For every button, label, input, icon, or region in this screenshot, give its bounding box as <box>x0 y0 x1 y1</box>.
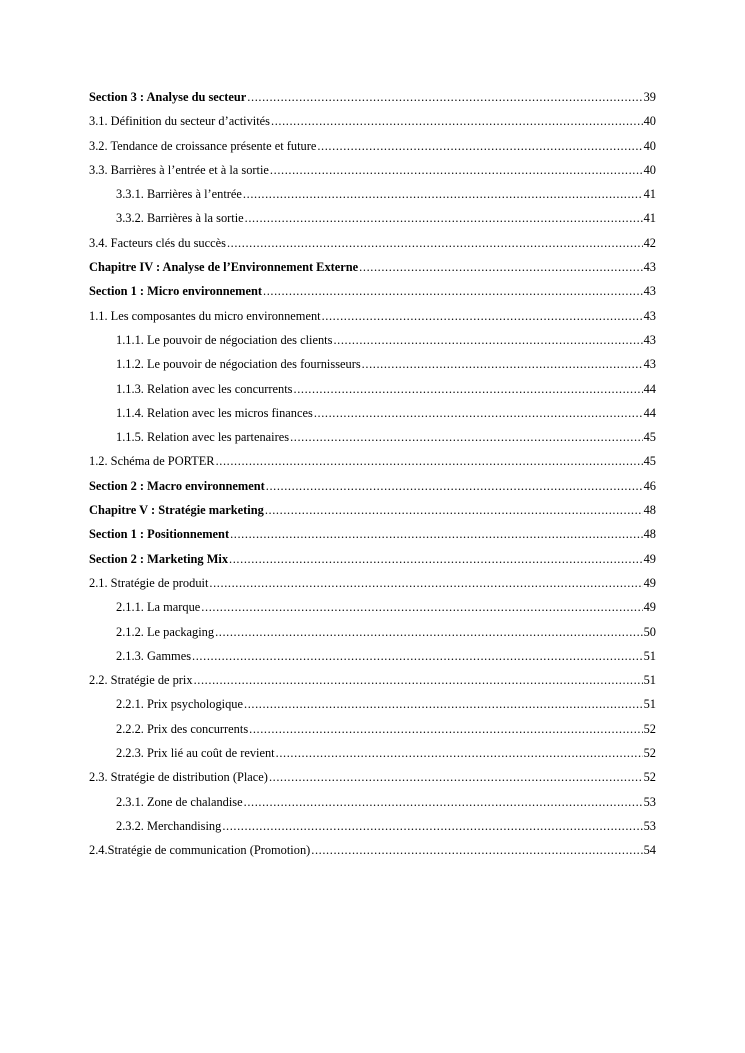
table-of-contents <box>89 87 656 865</box>
toc-entry-title: 2.1.2. Le packaging <box>116 622 215 642</box>
toc-dot-leader <box>194 670 643 690</box>
toc-entry-page-number: 48 <box>643 503 656 518</box>
toc-entry-page-number: 52 <box>643 746 656 761</box>
toc-entry[interactable] <box>89 451 656 475</box>
toc-dot-leader <box>270 160 643 180</box>
toc-entry[interactable] <box>89 646 656 670</box>
toc-entry[interactable] <box>89 597 656 621</box>
toc-dot-leader <box>227 233 643 253</box>
toc-entry-page-number: 45 <box>643 454 656 469</box>
toc-entry[interactable] <box>89 257 656 281</box>
toc-entry-title: 2.2.3. Prix lié au coût de revient <box>116 743 276 763</box>
toc-entry-page-number: 41 <box>643 211 656 226</box>
toc-entry[interactable] <box>89 476 656 500</box>
toc-entry-title: 2.3.1. Zone de chalandise <box>116 792 244 812</box>
toc-entry-title: 2.1.1. La marque <box>116 597 201 617</box>
toc-entry-title: 1.1.1. Le pouvoir de négociation des clients <box>116 330 333 350</box>
toc-dot-leader <box>249 719 642 739</box>
toc-entry[interactable] <box>89 840 656 864</box>
toc-dot-leader <box>263 281 643 301</box>
toc-dot-leader <box>317 136 642 156</box>
toc-entry[interactable] <box>89 330 656 354</box>
toc-entry[interactable] <box>89 743 656 767</box>
toc-entry[interactable] <box>89 208 656 232</box>
toc-dot-leader <box>359 257 642 277</box>
toc-entry[interactable] <box>89 281 656 305</box>
toc-entry[interactable] <box>89 719 656 743</box>
toc-dot-leader <box>276 743 643 763</box>
toc-entry[interactable] <box>89 622 656 646</box>
toc-entry-page-number: 42 <box>643 235 656 250</box>
toc-entry-page-number: 54 <box>643 843 656 858</box>
toc-entry-title: 2.2.2. Prix des concurrents <box>116 719 249 739</box>
toc-dot-leader <box>269 767 643 787</box>
toc-entry-page-number: 43 <box>643 284 656 299</box>
toc-dot-leader <box>362 354 643 374</box>
toc-entry-page-number: 44 <box>643 405 656 420</box>
toc-entry-title: Section 2 : Marketing Mix <box>89 549 229 569</box>
toc-dot-leader <box>222 816 642 836</box>
toc-entry[interactable] <box>89 694 656 718</box>
toc-entry-title: Section 1 : Micro environnement <box>89 281 263 301</box>
toc-entry-page-number: 41 <box>643 187 656 202</box>
toc-entry-page-number: 51 <box>643 673 656 688</box>
toc-entry-title: Section 2 : Macro environnement <box>89 476 266 496</box>
toc-entry-page-number: 51 <box>643 648 656 663</box>
toc-entry-page-number: 48 <box>643 527 656 542</box>
toc-entry-page-number: 44 <box>643 381 656 396</box>
toc-entry[interactable] <box>89 767 656 791</box>
toc-entry-page-number: 43 <box>643 357 656 372</box>
toc-entry-page-number: 43 <box>643 308 656 323</box>
toc-entry-title: Chapitre V : Stratégie marketing <box>89 500 265 520</box>
toc-entry[interactable] <box>89 816 656 840</box>
toc-entry-title: 3.3.2. Barrières à la sortie <box>116 208 245 228</box>
toc-entry-title: 2.3.2. Merchandising <box>116 816 222 836</box>
toc-entry-title: 2.1. Stratégie de produit <box>89 573 209 593</box>
toc-entry-title: 2.3. Stratégie de distribution (Place) <box>89 767 269 787</box>
toc-entry-page-number: 52 <box>643 770 656 785</box>
toc-entry[interactable] <box>89 111 656 135</box>
toc-entry-title: 2.1.3. Gammes <box>116 646 192 666</box>
toc-entry[interactable] <box>89 549 656 573</box>
toc-entry-title: Section 3 : Analyse du secteur <box>89 87 247 107</box>
toc-dot-leader <box>311 840 642 860</box>
toc-entry-title: 2.2. Stratégie de prix <box>89 670 194 690</box>
toc-dot-leader <box>290 427 643 447</box>
toc-entry[interactable] <box>89 403 656 427</box>
toc-dot-leader <box>243 184 643 204</box>
toc-entry-page-number: 39 <box>643 90 656 104</box>
toc-entry-page-number: 40 <box>643 114 656 129</box>
toc-entry-page-number: 49 <box>643 600 656 615</box>
toc-entry[interactable] <box>89 500 656 524</box>
toc-entry-title: 1.1.2. Le pouvoir de négociation des fournisseurs <box>116 354 362 374</box>
toc-entry-page-number: 43 <box>643 332 656 347</box>
toc-dot-leader <box>266 476 643 496</box>
toc-entry-title: 3.3. Barrières à l’entrée et à la sortie <box>89 160 270 180</box>
toc-entry-page-number: 53 <box>643 794 656 809</box>
toc-entry[interactable] <box>89 184 656 208</box>
toc-entry[interactable] <box>89 136 656 160</box>
toc-entry[interactable] <box>89 670 656 694</box>
toc-entry-title: 1.1. Les composantes du micro environnement <box>89 306 322 326</box>
toc-entry-page-number: 43 <box>643 260 656 275</box>
toc-entry-title: 1.1.4. Relation avec les micros finances <box>116 403 314 423</box>
toc-dot-leader <box>247 87 642 107</box>
toc-dot-leader <box>192 646 643 666</box>
toc-entry-title: Section 1 : Positionnement <box>89 524 230 544</box>
toc-entry[interactable] <box>89 792 656 816</box>
toc-entry-title: 2.4.Stratégie de communication (Promotion) <box>89 840 311 860</box>
toc-dot-leader <box>244 792 643 812</box>
toc-entry-title: 3.4. Facteurs clés du succès <box>89 233 227 253</box>
toc-entry-title: 2.2.1. Prix psychologique <box>116 694 244 714</box>
toc-dot-leader <box>201 597 642 617</box>
toc-entry[interactable] <box>89 233 656 257</box>
toc-dot-leader <box>209 573 642 593</box>
toc-dot-leader <box>244 694 643 714</box>
toc-entry-title: 3.3.1. Barrières à l’entrée <box>116 184 243 204</box>
toc-entry[interactable] <box>89 160 656 184</box>
toc-entry[interactable] <box>89 573 656 597</box>
toc-dot-leader <box>215 622 643 642</box>
toc-entry-page-number: 53 <box>643 818 656 833</box>
toc-entry-page-number: 45 <box>643 430 656 445</box>
toc-entry[interactable] <box>89 306 656 330</box>
toc-dot-leader <box>229 549 643 569</box>
toc-entry-page-number: 46 <box>643 478 656 493</box>
toc-entry-page-number: 51 <box>643 697 656 712</box>
toc-entry[interactable] <box>89 379 656 403</box>
toc-entry[interactable] <box>89 427 656 451</box>
toc-entry-page-number: 40 <box>643 138 656 153</box>
toc-dot-leader <box>294 379 643 399</box>
toc-dot-leader <box>271 111 643 131</box>
toc-entry[interactable] <box>89 524 656 548</box>
toc-entry-page-number: 49 <box>643 551 656 566</box>
toc-entry-page-number: 49 <box>643 575 656 590</box>
toc-dot-leader <box>314 403 643 423</box>
toc-dot-leader <box>322 306 643 326</box>
toc-entry-title: 3.1. Définition du secteur d’activités <box>89 111 271 131</box>
toc-entry[interactable] <box>89 354 656 378</box>
toc-entry-page-number: 52 <box>643 721 656 736</box>
toc-entry-title: 1.1.5. Relation avec les partenaires <box>116 427 290 447</box>
toc-entry-title: Chapitre IV : Analyse de l’Environnement Externe <box>89 257 359 277</box>
toc-dot-leader <box>265 500 643 520</box>
toc-entry-title: 1.1.3. Relation avec les concurrents <box>116 379 294 399</box>
toc-entry-title: 3.2. Tendance de croissance présente et future <box>89 136 317 156</box>
toc-dot-leader <box>216 451 643 471</box>
toc-entry[interactable] <box>89 87 656 111</box>
toc-entry-title: 1.2. Schéma de PORTER <box>89 451 216 471</box>
toc-entry-page-number: 50 <box>643 624 656 639</box>
toc-entry-page-number: 40 <box>643 162 656 177</box>
toc-dot-leader <box>230 524 643 544</box>
toc-dot-leader <box>245 208 643 228</box>
toc-dot-leader <box>333 330 642 350</box>
